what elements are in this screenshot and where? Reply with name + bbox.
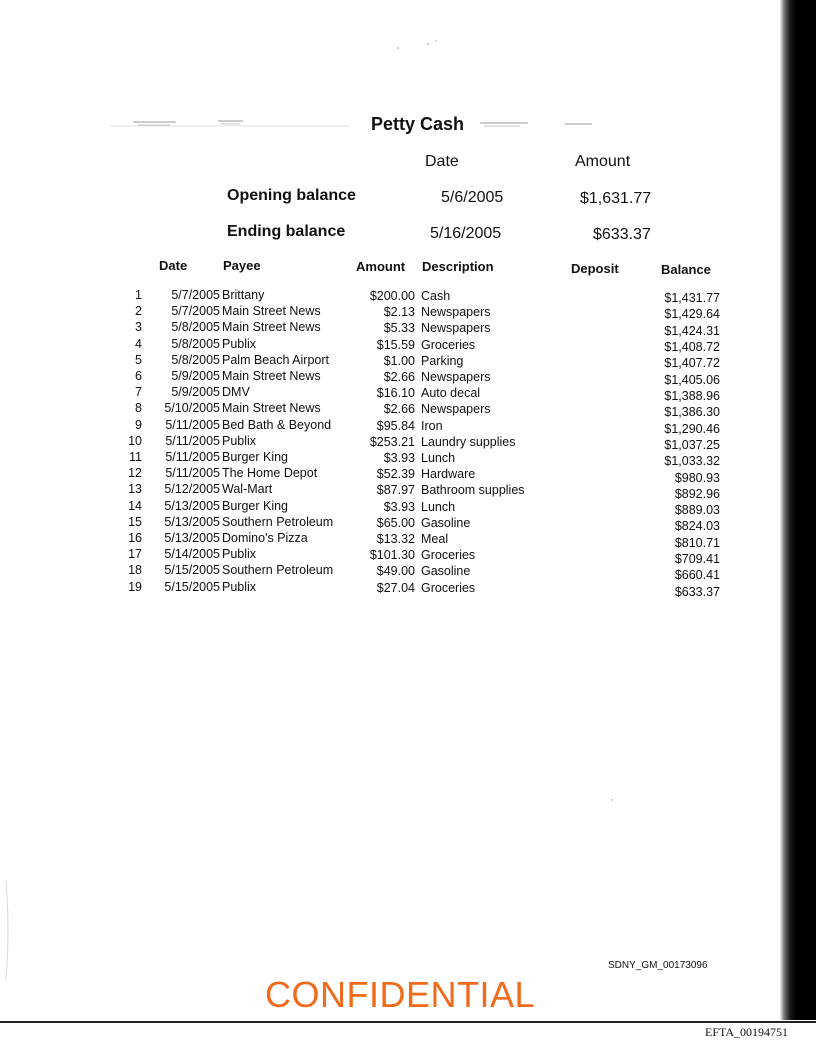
row-number: 19 <box>128 579 142 594</box>
row-payee: Burger King <box>222 450 289 464</box>
row-balance: $660.41 <box>674 568 720 583</box>
row-payee: Main Street News <box>222 401 321 416</box>
row-description: Parking <box>421 353 464 368</box>
table-row <box>0 580 816 597</box>
row-payee: Main Street News <box>222 304 321 319</box>
row-date: 5/8/2005 <box>171 320 220 335</box>
row-number: 11 <box>129 450 142 464</box>
row-description: Gasoline <box>421 564 471 579</box>
row-amount: $3.93 <box>383 451 415 465</box>
row-description: Groceries <box>421 548 476 563</box>
row-payee: Publix <box>222 433 257 448</box>
row-date: 5/11/2005 <box>165 433 220 448</box>
row-payee: Southern Petroleum <box>222 514 334 529</box>
row-payee: Brittany <box>222 288 265 302</box>
row-date: 5/13/2005 <box>164 531 220 545</box>
col-header-deposit: Deposit <box>571 261 619 276</box>
row-amount: $5.33 <box>383 321 415 336</box>
row-date: 5/9/2005 <box>171 385 220 400</box>
row-amount: $2.13 <box>383 305 415 320</box>
row-balance: $1,037.25 <box>664 437 720 452</box>
row-amount: $15.59 <box>376 337 415 352</box>
row-date: 5/12/2005 <box>164 482 220 497</box>
row-description: Groceries <box>421 337 476 352</box>
row-description: Newspapers <box>421 370 491 384</box>
row-date: 5/8/2005 <box>171 352 220 367</box>
col-header-balance: Balance <box>661 262 711 277</box>
row-number: 16 <box>128 531 142 545</box>
row-date: 5/14/2005 <box>164 547 220 562</box>
row-payee: Main Street News <box>222 320 321 335</box>
row-description: Groceries <box>421 580 476 595</box>
row-description: Lunch <box>421 451 456 465</box>
row-number: 9 <box>135 417 142 432</box>
row-description: Meal <box>421 532 449 546</box>
row-number: 14 <box>128 498 142 513</box>
row-amount: $95.84 <box>376 418 415 433</box>
table-row <box>0 499 816 516</box>
row-description: Hardware <box>421 467 476 482</box>
row-amount: $52.39 <box>376 467 415 482</box>
row-amount: $253.21 <box>369 434 415 449</box>
table-row <box>0 369 816 386</box>
table-row <box>0 385 816 402</box>
opening-balance-amount: $1,631.77 <box>580 190 652 207</box>
page-title: Petty Cash <box>371 114 465 134</box>
table-row <box>0 450 816 467</box>
row-payee: The Home Depot <box>222 466 318 481</box>
table-row <box>0 515 816 532</box>
row-description: Newspapers <box>421 321 491 336</box>
bates-number: SDNY_GM_00173096 <box>608 960 708 971</box>
row-amount: $200.00 <box>369 289 415 303</box>
row-number: 10 <box>128 433 142 448</box>
row-amount: $3.93 <box>383 499 415 514</box>
row-amount: $27.04 <box>376 580 415 595</box>
table-row <box>0 304 816 321</box>
confidential-stamp: CONFIDENTIAL <box>265 974 536 1015</box>
row-payee: Publix <box>222 336 257 351</box>
row-amount: $87.97 <box>376 483 415 498</box>
row-amount: $13.32 <box>376 532 415 546</box>
opening-balance-label: Opening balance <box>227 187 356 204</box>
row-description: Iron <box>421 418 443 433</box>
table-row <box>0 418 816 435</box>
row-balance: $980.93 <box>674 470 720 485</box>
row-balance: $1,408.72 <box>664 339 720 354</box>
row-amount: $16.10 <box>376 386 415 401</box>
row-balance: $709.41 <box>674 552 720 567</box>
table-row <box>0 401 816 418</box>
row-balance: $1,033.32 <box>664 454 720 469</box>
row-payee: Main Street News <box>222 369 321 383</box>
ending-balance-amount: $633.37 <box>593 226 651 243</box>
table-row <box>0 482 816 499</box>
col-header-amount: Amount <box>356 259 406 274</box>
row-balance: $1,388.96 <box>664 388 720 403</box>
row-date: 5/11/2005 <box>165 466 220 481</box>
row-amount: $49.00 <box>376 564 415 579</box>
col-header-description: Description <box>422 259 494 274</box>
row-number: 3 <box>135 320 142 335</box>
row-number: 12 <box>128 466 142 481</box>
row-balance: $633.37 <box>674 584 720 599</box>
row-amount: $65.00 <box>376 515 415 530</box>
row-number: 13 <box>128 482 142 497</box>
row-date: 5/15/2005 <box>164 563 220 578</box>
row-payee: Publix <box>222 579 257 594</box>
row-amount: $1.00 <box>383 353 415 368</box>
row-number: 7 <box>135 385 142 400</box>
row-date: 5/9/2005 <box>171 369 220 383</box>
table-row <box>0 466 816 483</box>
row-date: 5/11/2005 <box>165 450 220 464</box>
row-balance: $1,424.31 <box>664 323 720 338</box>
table-row <box>0 288 816 305</box>
row-number: 4 <box>135 336 142 351</box>
ending-balance-date: 5/16/2005 <box>430 225 502 242</box>
row-description: Newspapers <box>421 402 491 417</box>
row-balance: $1,429.64 <box>664 307 720 322</box>
row-amount: $2.66 <box>383 402 415 417</box>
row-date: 5/8/2005 <box>171 336 220 351</box>
row-balance: $1,407.72 <box>664 356 720 371</box>
row-date: 5/15/2005 <box>164 579 220 594</box>
page-bottom-rule <box>0 1021 816 1023</box>
table-row <box>0 434 816 451</box>
row-description: Lunch <box>421 499 456 514</box>
row-number: 2 <box>135 304 142 319</box>
col-header-date: Date <box>159 258 188 273</box>
row-number: 1 <box>135 288 142 302</box>
row-description: Laundry supplies <box>421 434 516 449</box>
row-payee: Burger King <box>222 498 289 513</box>
row-amount: $101.30 <box>369 548 415 563</box>
row-balance: $810.71 <box>674 535 720 550</box>
row-amount: $2.66 <box>383 370 415 384</box>
row-balance: $824.03 <box>674 519 720 534</box>
summary-amount-header: Amount <box>575 153 631 170</box>
table-row <box>0 531 816 548</box>
table-row <box>0 563 816 583</box>
row-balance: $1,386.30 <box>664 405 720 420</box>
table-row <box>0 547 816 567</box>
row-payee: Publix <box>222 547 257 562</box>
row-balance: $1,405.06 <box>664 372 720 387</box>
row-balance: $1,290.46 <box>664 421 720 436</box>
table-row <box>0 353 816 370</box>
row-date: 5/10/2005 <box>164 401 220 416</box>
row-description: Cash <box>421 289 451 303</box>
table-row <box>0 320 816 337</box>
row-number: 18 <box>128 563 142 578</box>
summary-date-header: Date <box>425 153 459 170</box>
row-balance: $1,431.77 <box>664 291 720 305</box>
row-number: 8 <box>135 401 142 416</box>
row-number: 17 <box>128 547 142 562</box>
ending-balance-label: Ending balance <box>227 223 346 240</box>
opening-balance-date: 5/6/2005 <box>441 189 504 206</box>
row-number: 5 <box>135 352 142 367</box>
row-balance: $892.96 <box>674 486 720 501</box>
row-date: 5/13/2005 <box>164 498 220 513</box>
row-payee: Domino's Pizza <box>222 531 308 545</box>
efta-number: EFTA_00194751 <box>705 1025 789 1039</box>
row-date: 5/13/2005 <box>164 514 220 529</box>
row-payee: Palm Beach Airport <box>222 352 329 367</box>
row-payee: Bed Bath & Beyond <box>222 417 332 432</box>
row-description: Gasoline <box>421 515 471 530</box>
row-date: 5/11/2005 <box>165 417 220 432</box>
row-balance: $889.03 <box>674 503 720 518</box>
row-description: Bathroom supplies <box>421 483 525 498</box>
row-payee: Southern Petroleum <box>222 563 334 578</box>
row-number: 15 <box>128 514 142 529</box>
row-payee: DMV <box>222 385 250 400</box>
row-payee: Wal-Mart <box>222 482 273 497</box>
row-date: 5/7/2005 <box>171 304 220 319</box>
row-date: 5/7/2005 <box>171 288 220 302</box>
row-description: Newspapers <box>421 305 491 320</box>
row-description: Auto decal <box>421 386 481 401</box>
col-header-payee: Payee <box>223 258 261 273</box>
table-row <box>0 337 816 354</box>
row-number: 6 <box>135 369 142 383</box>
